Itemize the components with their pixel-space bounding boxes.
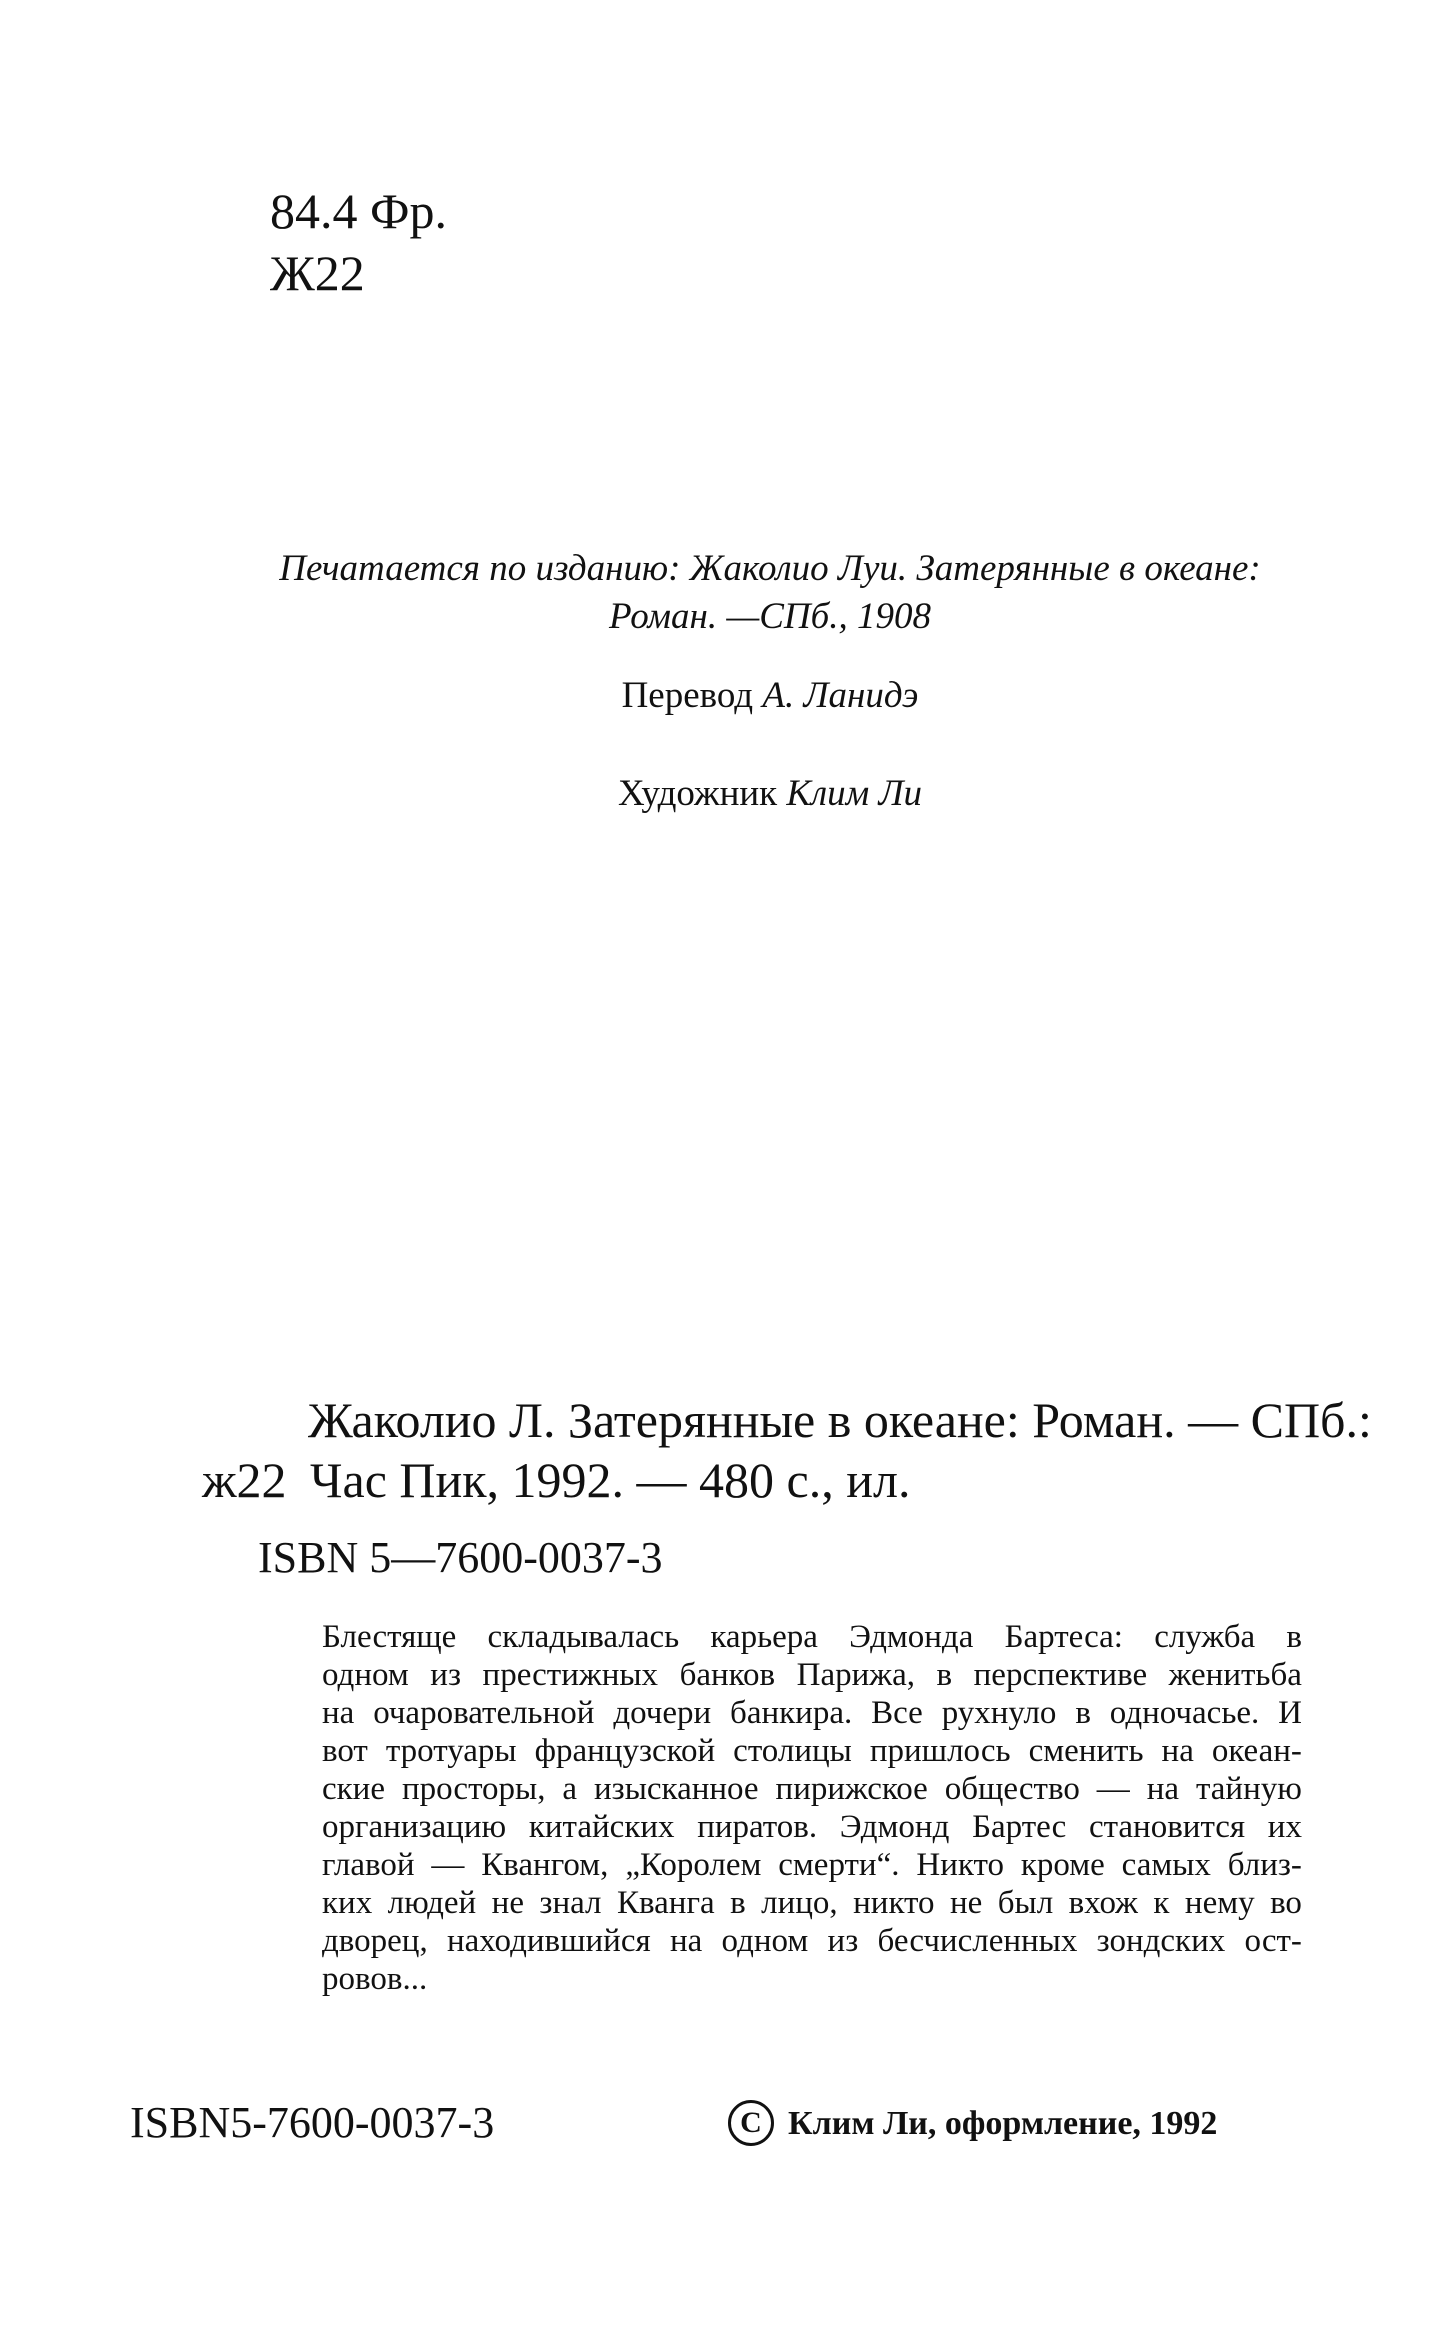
copyright-icon: C: [728, 2100, 774, 2146]
classification-code: [270, 180, 447, 304]
classification-line-2: Ж22: [270, 245, 365, 301]
copyright-text: Клим Ли, оформление, 1992: [788, 2105, 1218, 2142]
annotation-line: дворец, находившийся на одном из бесчисленных зондских ост-: [322, 1923, 1302, 1959]
translator-credit: [240, 672, 1300, 720]
annotation-line: главой — Квангом, „Королем смерти“. Никто кроме самых близ-: [322, 1847, 1302, 1883]
artist-credit: [240, 770, 1300, 818]
artist-name: Клим Ли: [786, 773, 923, 814]
annotation-line: вот тротуары французской столицы пришлось сменить на океан-: [322, 1733, 1302, 1769]
annotation-line: ких людей не знал Кванга в лицо, никто не был вхож к нему во: [322, 1885, 1302, 1921]
translator-label: Перевод: [621, 675, 754, 716]
bottom-isbn: ISBN5-7600-0037-3: [130, 2098, 495, 2147]
translator-name: А. Ланидэ: [762, 675, 919, 716]
annotation-line: одном из престижных банков Парижа, в перспективе женитьба: [322, 1657, 1302, 1693]
catalog-entry-imprint: Час Пик, 1992. — 480 с., ил.: [310, 1452, 911, 1508]
source-edition-note: [240, 545, 1300, 641]
annotation-line: ские просторы, а изысканное пирижское общество — на тайную: [322, 1771, 1302, 1807]
copyright-notice: [728, 2098, 1217, 2150]
classification-line-1: 84.4 Фр.: [270, 183, 448, 239]
catalog-index: ж22: [202, 1452, 287, 1508]
book-annotation: [322, 1618, 1302, 1998]
annotation-line: ровов...: [322, 1961, 428, 1997]
artist-label: Художник: [617, 773, 778, 814]
source-note-line-1: Печатается по изданию: Жаколио Луи. Затерянные в океане:: [279, 548, 1261, 589]
annotation-line: организацию китайских пиратов. Эдмонд Бартес становится их: [322, 1809, 1302, 1845]
catalog-entry-line-2: [202, 1450, 910, 1510]
isbn-number: ISBN 5—7600-0037-3: [258, 1533, 663, 1582]
annotation-line: на очаровательной дочери банкира. Все рухнуло в одночасье. И: [322, 1695, 1302, 1731]
annotation-line: Блестяще складывалась карьера Эдмонда Бартеса: служба в: [322, 1619, 1302, 1655]
catalog-entry-line-1: Жаколио Л. Затерянные в океане: Роман. — СПб.:: [308, 1392, 1372, 1448]
source-note-line-2: Роман. —СПб., 1908: [609, 596, 931, 637]
